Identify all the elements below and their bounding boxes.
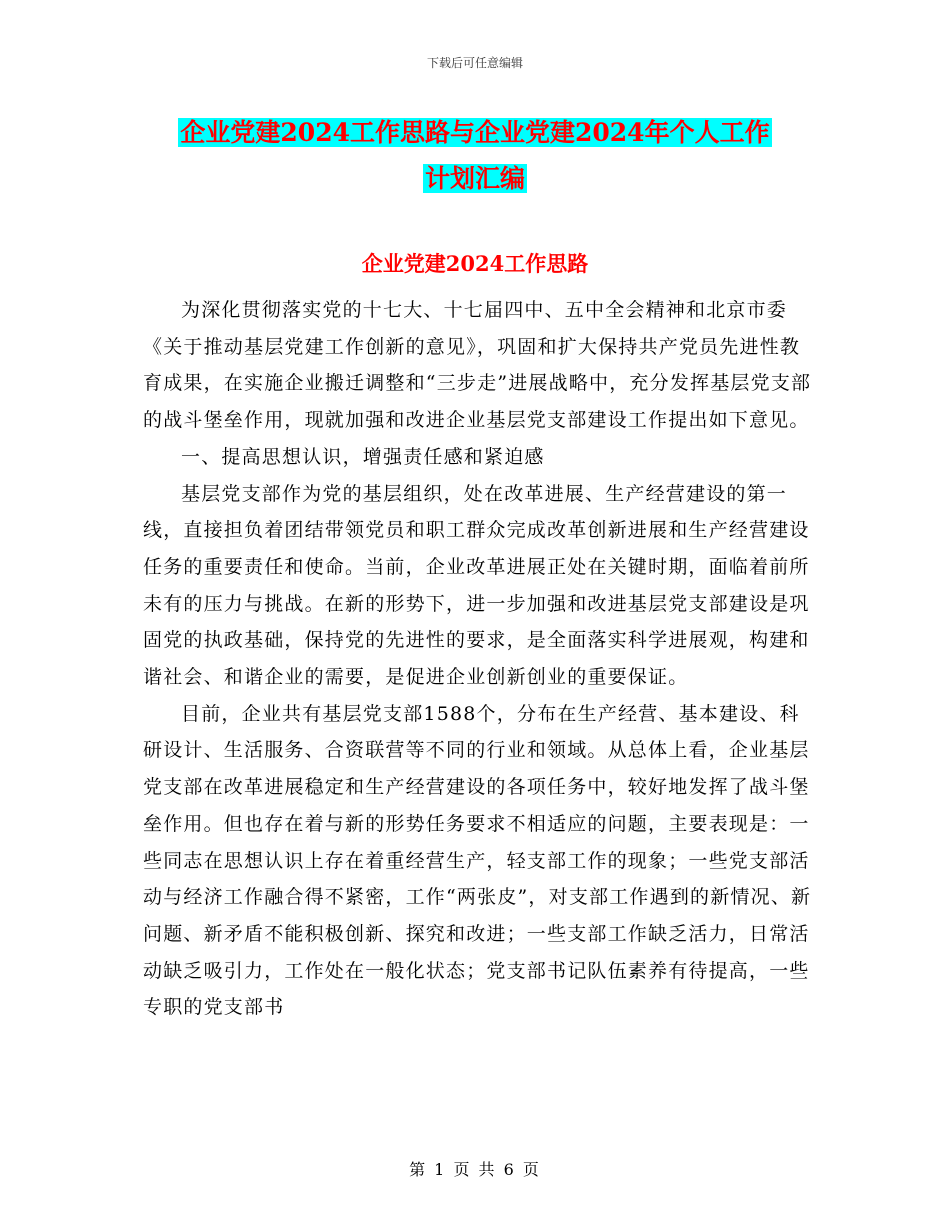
- title-highlight-2: 计划汇编: [424, 164, 525, 193]
- paragraph-intro: 为深化贯彻落实党的十七大、十七届四中、五中全会精神和北京市委《关于推动基层党建工作创新的意见》，巩固和扩大保持共产党员先进性教育成果，在实施企业搬迁调整和“三步走”进展战略中，充分发挥基层党支部的战斗堡垒作用，现就加强和改进企业基层党支部建设工作提出如下意见。: [143, 299, 812, 432]
- page-footer: 第 1 页 共 6 页: [409, 1160, 541, 1179]
- section-title: 企业党建2024工作思路: [361, 251, 589, 276]
- title-highlight-1: 企业党建2024工作思路与企业党建2024年个人工作: [180, 118, 770, 147]
- document-title-line-1: [0, 110, 950, 156]
- page-header-note: 下载后可任意编辑: [426, 56, 523, 70]
- document-title-line-2: [0, 156, 950, 202]
- paragraph-role: 基层党支部作为党的基层组织，处在改革进展、生产经营建设的第一线，直接担负着团结带领党员和职工群众完成改革创新进展和生产经营建设任务的重要责任和使命。当前，企业改革进展正处在关键时期，面临着前所未有的压力与挑战。在新的形势下，进一步加强和改进基层党支部建设是巩固党的执政基础，保持党的先进性的要求，是全面落实科学进展观，构建和谐社会、和谐企业的需要，是促进企业创新创业的重要保证。: [143, 482, 810, 689]
- body-text: [143, 292, 815, 1026]
- document-title: [0, 110, 950, 202]
- paragraph-heading-1: 一、提高思想认识，增强责任感和紧迫感: [181, 445, 545, 468]
- paragraph-status: 目前，企业共有基层党支部1588个，分布在生产经营、基本建设、科研设计、生活服务、合资联营等不同的行业和领域。从总体上看，企业基层党支部在改革进展稳定和生产经营建设的各项任务中，较好地发挥了战斗堡垒作用。但也存在着与新的形势任务要求不相适应的问题，主要表现是：一些同志在思想认识上存在着重经营生产，轻支部工作的现象；一些党支部活动与经济工作融合得不紧密，工作“两张皮”，对支部工作遇到的新情况、新问题、新矛盾不能积极创新、探究和改进；一些支部工作缺乏活力，日常活动缺乏吸引力，工作处在一般化状态；党支部书记队伍素养有待提高，一些专职的党支部书: [143, 702, 812, 1019]
